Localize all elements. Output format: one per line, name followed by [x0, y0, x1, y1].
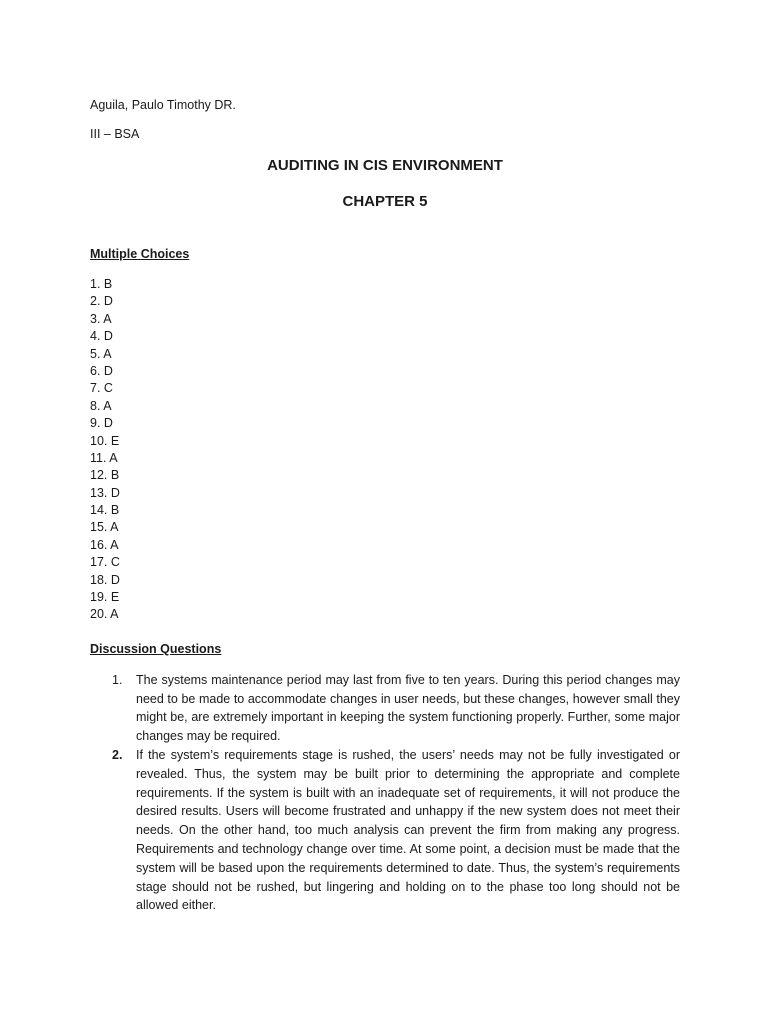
answer-item: 18. D [90, 572, 120, 587]
answer-list [90, 276, 680, 624]
answer-item: 10. E [90, 433, 120, 448]
answer-item: 3. A [90, 311, 112, 326]
document-title: AUDITING IN CIS ENVIRONMENT [267, 157, 503, 174]
course-section: III – BSA [90, 127, 140, 141]
answer-item: 6. D [90, 363, 113, 378]
answer-item: 7. C [90, 381, 113, 396]
answer-item: 4. D [90, 329, 113, 344]
answer-item: 8. A [90, 398, 112, 413]
discussion-item-number: 1. [112, 672, 123, 687]
author-name: Aguila, Paulo Timothy DR. [90, 98, 236, 112]
discussion-item-text: The systems maintenance period may last from five to ten years. During this period changes may need to be made to accommodate changes in user needs, but these changes, however small they might be, are extremely important in keeping the system functioning properly. Further, some major changes may be required. [136, 672, 680, 744]
discussion-questions-heading: Discussion Questions [90, 641, 222, 656]
answer-item: 9. D [90, 416, 113, 431]
answer-item: 2. D [90, 294, 113, 309]
answer-item: 17. C [90, 555, 120, 570]
answer-item: 1. B [90, 277, 113, 291]
discussion-list [90, 671, 680, 915]
discussion-item-text: If the system’s requirements stage is rushed, the users’ needs may not be fully investigated or revealed. Thus, the system may be built prior to determining the appropriate and complete requirements. If the system is built with an inadequate set of requirements, it will not produce the desired results. Users will become frustrated and unhappy if the new system does not meet their needs. On the other hand, too much analysis can prevent the firm from making any progress. Requirements and technology change over time. At some point, a decision must be made that the system will be based upon the requirements determined to date. Thus, the system’s requirements stage should not be rushed, but lingering and holding on to the phase too long should not be allowed either. [136, 748, 680, 913]
discussion-item-number: 2. [112, 748, 123, 762]
multiple-choices-heading: Multiple Choices [90, 247, 190, 261]
answer-item: 19. E [90, 590, 120, 605]
chapter-title: CHAPTER 5 [342, 193, 428, 210]
discussion-item [90, 746, 680, 915]
answer-item: 11. A [90, 450, 118, 465]
answer-item: 12. B [90, 468, 120, 483]
answer-item: 15. A [90, 520, 119, 535]
answer-item: 20. A [90, 607, 119, 622]
answer-item: 13. D [90, 485, 120, 500]
answer-item: 16. A [90, 537, 119, 552]
answer-item: 5. A [90, 346, 112, 361]
answer-item: 14. B [90, 503, 120, 518]
discussion-item [90, 671, 680, 746]
